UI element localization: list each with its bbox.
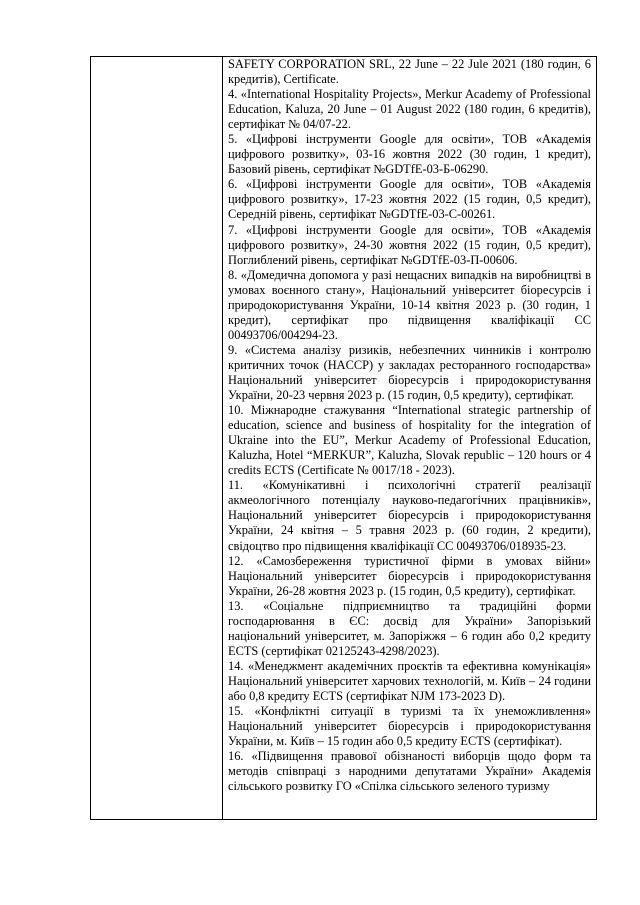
list-item: 16. «Підвищення правової обізнаності виборців щодо форм та методів співпраці з народними депутатами України» Академія сільського розвитку ГО «Спілка сільського зеленого туризму	[228, 749, 591, 794]
list-item: 4. «International Hospitality Projects», Merkur Academy of Professional Education, Kaluza, 20 June – 01 August 2022 (180 годин, 6 кредитів), сертифікат № 04/07-22.	[228, 87, 591, 132]
list-item: 8. «Домедична допомога у разі нещасних випадків на виробництві в умовах воєнного стану», Національний університет біоресурсів і природокористування України, 10-14 квітня 2023 р. (30 годин, 1 кредит), сертифікат про підвищення кваліфікації СС 00493706/004294-23.	[228, 267, 591, 342]
list-item: 15. «Конфліктні ситуації в туризмі та їх унеможливлення» Національний університет біоресурсів і природокористування України, м. Київ – 15 годин або 0,5 кредиту ECTS (сертифікат).	[228, 704, 591, 749]
list-item: 12. «Самозбереження туристичної фірми в умовах війни» Національний університет біоресурсів і природокористування України, 26-28 жовтня 2023 р. (15 годин, 0,5 кредиту), сертифікат.	[228, 553, 591, 598]
list-item: 13. «Соціальне підприємництво та традиційні форми господарювання в ЄС: досвід для України» Запорізький національний університет, м. Запоріжжя – 6 годин або 0,2 кредиту ECTS (сертифікат 02125243-4298/2023).	[228, 598, 591, 658]
list-item: 11. «Комунікативні і психологічні стратегії реалізації акмеологічного потенціалу науково-педагогічних працівників», Національний університет біоресурсів і природокористування України, 24 квітня – 5 травня 2023 р. (60 годин, 2 кредити), свідоцтво про підвищення кваліфікації СС 00493706/018935-23.	[228, 478, 591, 553]
list-item: 5. «Цифрові інструменти Google для освіти», ТОВ «Академія цифрового розвитку», 03-16 жовтня 2022 (30 годин, 1 кредит), Базовий рівень, сертифікат №GDTfE-03-Б-06290.	[228, 132, 591, 177]
list-item: 6. «Цифрові інструменти Google для освіти», ТОВ «Академія цифрового розвитку», 17-23 жовтня 2022 (15 годин, 0,5 кредит), Середній рівень, сертифікат №GDTfE-03-С-00261.	[228, 177, 591, 222]
content-table	[90, 56, 597, 820]
left-cell	[91, 57, 223, 820]
list-item: 10. Міжнародне стажування “International strategic partnership of education, science and business of hospitality for the integration of Ukraine into the EU”, Merkur Academy of Professional Education, Kaluzha, Hotel “MERKUR”, Kaluzha, Slovak republic – 120 hours or 4 credits ECTS (Certificate № 0017/18 - 2023).	[228, 403, 591, 478]
list-item: 14. «Менеджмент академічних проєктів та ефективна комунікація» Національний університет харчових технологій, м. Київ – 24 години або 0,8 кредиту ECTS (сертифікат NJM 173-2023 D).	[228, 658, 591, 703]
list-item: 7. «Цифрові інструменти Google для освіти», ТОВ «Академія цифрового розвитку», 24-30 жовтня 2022 (15 годин, 0,5 кредит), Поглиблений рівень, сертифікат №GDTfE-03-П-00606.	[228, 222, 591, 267]
list-item: SAFETY CORPORATION SRL, 22 June – 22 Jule 2021 (180 годин, 6 кредитів), Certificate.	[228, 57, 591, 87]
right-cell	[223, 57, 597, 820]
table-row	[91, 57, 597, 820]
qualification-list	[223, 57, 596, 819]
list-item: 9. «Система аналізу ризиків, небезпечних чинників і контролю критичних точок (HACCP) у закладах ресторанного господарства» Національний університет біоресурсів і природокористування України, 20-23 червня 2023 р. (15 годин, 0,5 кредиту), сертифікат.	[228, 342, 591, 403]
